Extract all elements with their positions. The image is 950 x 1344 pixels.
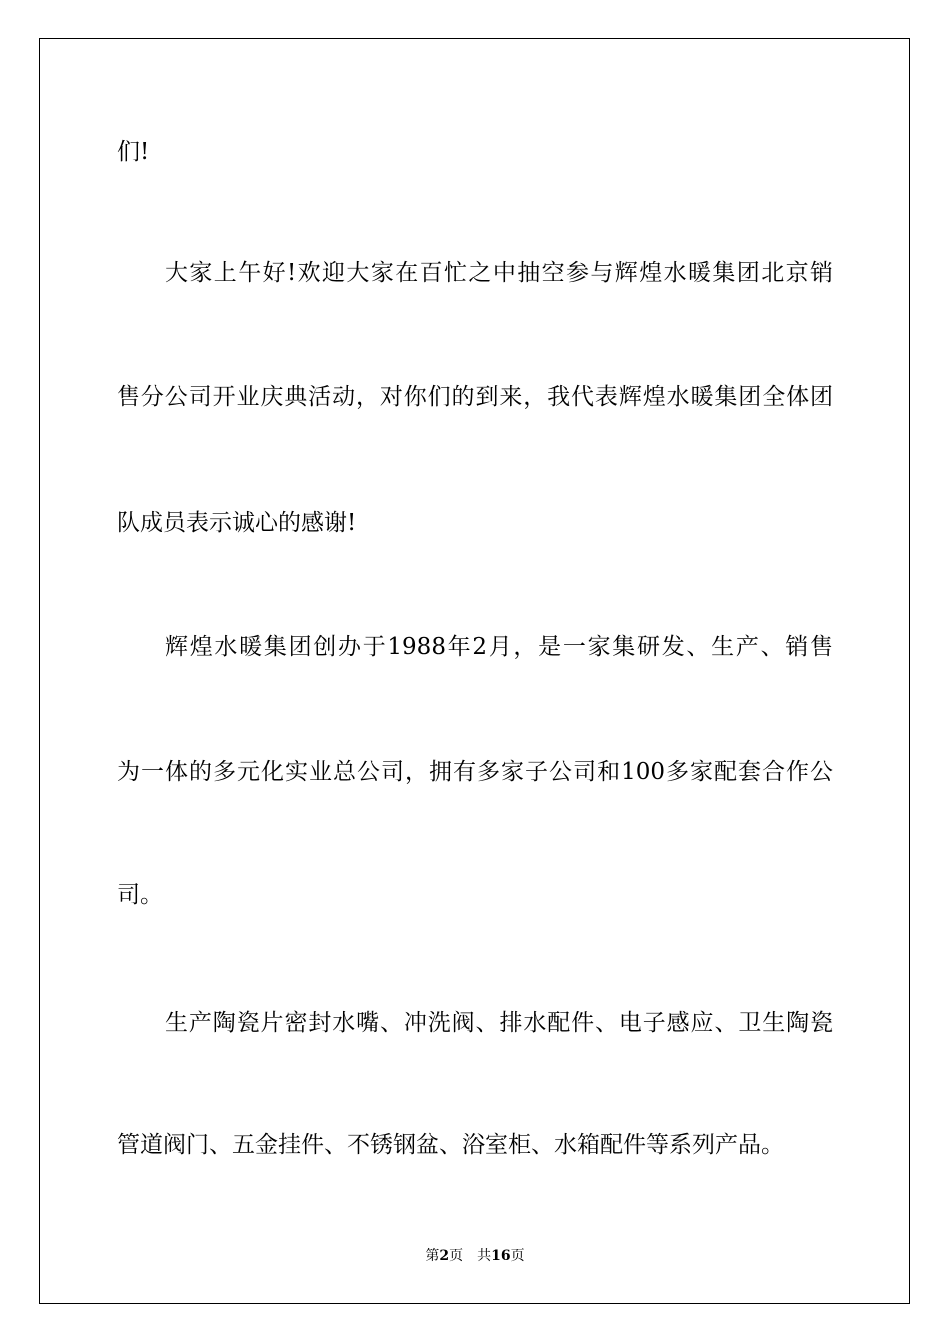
- text-line-1: 们!: [117, 139, 150, 165]
- text-line-7: 司。: [117, 882, 163, 908]
- page-prefix: 第: [425, 1248, 440, 1264]
- text-line-8: 生产陶瓷片密封水嘴、冲洗阀、排水配件、电子感应、卫生陶瓷: [165, 1010, 833, 1036]
- text-line-4: 队成员表示诚心的感谢!: [117, 510, 357, 536]
- page-border: [39, 38, 910, 1304]
- text-line-3: 售分公司开业庆典活动，对你们的到来，我代表辉煌水暖集团全体团: [117, 384, 833, 410]
- total-suffix: 页: [510, 1248, 525, 1264]
- total-prefix: 共: [477, 1248, 492, 1264]
- text-line-9: 管道阀门、五金挂件、不锈钢盆、浴室柜、水箱配件等系列产品。: [117, 1132, 784, 1158]
- text-line-5: 辉煌水暖集团创办于1988年2月，是一家集研发、生产、销售: [165, 634, 833, 660]
- page-suffix: 页: [449, 1248, 464, 1264]
- text-line-6: 为一体的多元化实业总公司，拥有多家子公司和100多家配套合作公: [117, 759, 833, 785]
- text-line-2: 大家上午好!欢迎大家在百忙之中抽空参与辉煌水暖集团北京销: [165, 260, 833, 286]
- page-number: 2: [439, 1248, 450, 1264]
- total-pages: 16: [491, 1248, 511, 1264]
- page-footer: [0, 1246, 950, 1266]
